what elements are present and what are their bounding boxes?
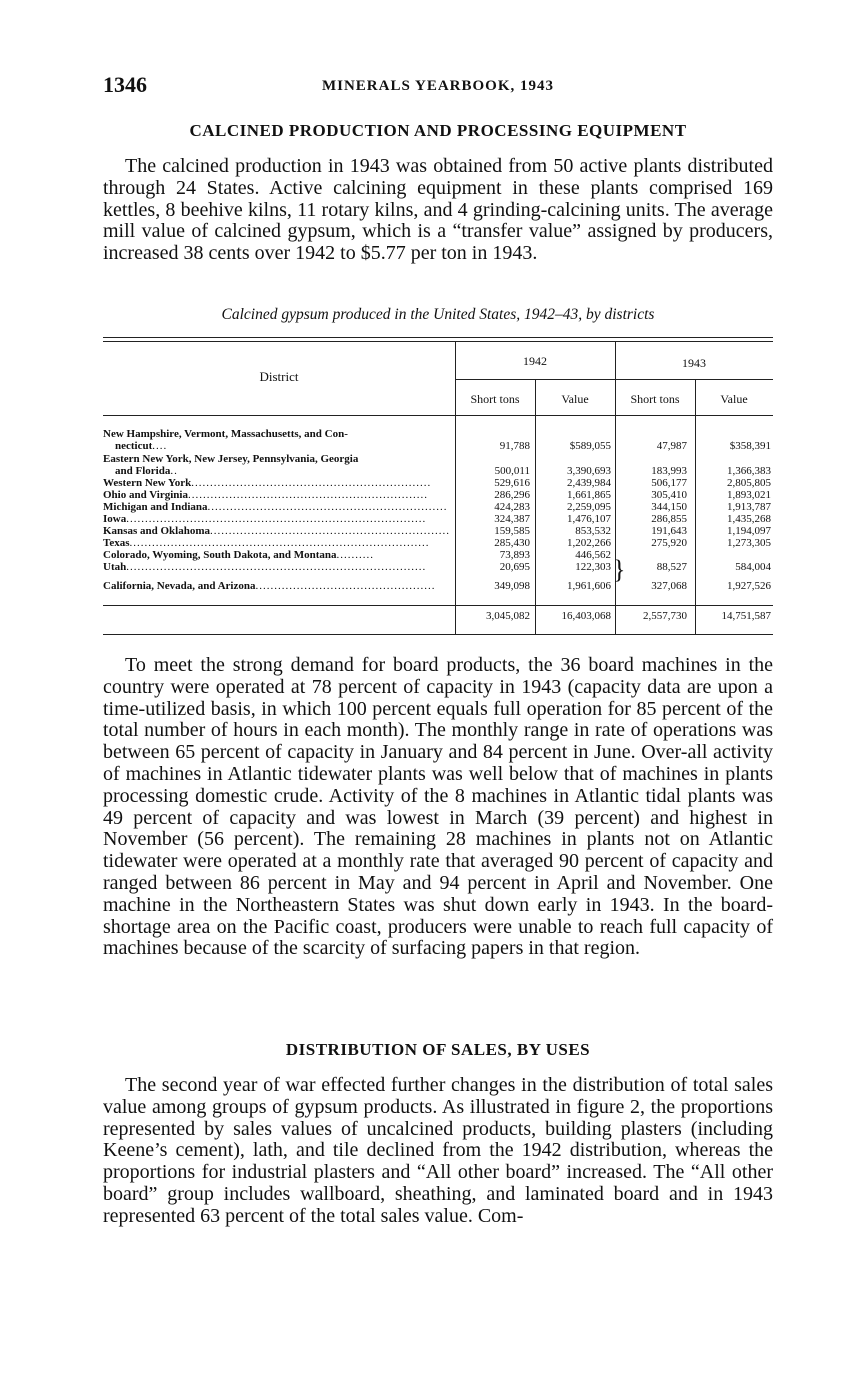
cell-short-tons-1942: 73,893 — [499, 549, 530, 561]
cell-short-tons-1943-combined: 88,527 — [656, 561, 687, 573]
table-row: Ohio and Virginia................................................................ 286,296 1,661,865 305,410 1,893,021 — [103, 489, 771, 501]
cell-short-tons-1943: 344,150 — [651, 501, 687, 513]
cell-value-1942: 853,532 — [575, 525, 611, 537]
cell-short-tons-1943: 183,993 — [651, 465, 687, 477]
combined-rows-brace: } — [613, 555, 626, 584]
cell-value-1943: 1,435,268 — [727, 513, 771, 525]
total-value-1943: 14,751,587 — [721, 610, 771, 622]
cell-value-1943: 1,273,305 — [727, 537, 771, 549]
cell-value-1943: 1,913,787 — [727, 501, 771, 513]
row-district: Iowa — [103, 513, 127, 525]
row-district-cont: necticut — [115, 440, 153, 452]
cell-short-tons-1943: 506,177 — [651, 477, 687, 489]
cell-short-tons-1943: 275,920 — [651, 537, 687, 549]
cell-short-tons-1942: 324,387 — [494, 513, 530, 525]
distribution-paragraph: The second year of war effected further changes in the distribution of total sales value among groups of gypsum products. As illustrated in figure 2, the proportions represented by sales values of uncalcined products, building plasters (including Keene’s cement), lath, and tile declined from the 1942 distribution, whereas the proportions for industrial plasters and “All other board” increased. The “All other board” group includes wallboard, sheathing, and laminated board and in 1943 represented 63 percent of the total sales value. Com- — [103, 1074, 773, 1227]
cell-short-tons-1943: 286,855 — [651, 513, 687, 525]
cell-short-tons-1942: 20,695 — [499, 561, 530, 573]
cell-value-1942: 1,202,266 — [567, 537, 611, 549]
table-row — [103, 453, 773, 465]
header-short-tons-1943: Short tons — [630, 392, 680, 406]
cell-short-tons-1943: 327,068 — [651, 580, 687, 592]
cell-short-tons-1942: 424,283 — [494, 501, 530, 513]
table-row: Utah................................................................................ 20,695 122,303 — [103, 561, 611, 573]
table-row — [103, 428, 773, 440]
districts-table — [103, 337, 773, 637]
page-number: 1346 — [103, 72, 147, 97]
cell-value-1942: 1,961,606 — [567, 580, 611, 592]
header-short-tons-1942: Short tons — [470, 392, 520, 406]
header-value-1942: Value — [561, 392, 589, 406]
header-year-1943: 1943 — [682, 356, 706, 370]
cell-value-1942: 2,259,095 — [567, 501, 611, 513]
row-district: Texas — [103, 537, 130, 549]
table-row: Texas................................................................................ 285,430 1,202,266 275,920 1,273,305 — [103, 537, 771, 549]
row-district: Michigan and Indiana — [103, 501, 208, 513]
row-district: New Hampshire, Vermont, Massachusetts, and Con- — [103, 428, 348, 440]
table-row: Michigan and Indiana................................................................ 424,283 2,259,095 344,150 1,913,787 — [103, 501, 771, 513]
cell-value-1943-combined: 584,004 — [735, 561, 771, 573]
cell-value-1942: $589,055 — [569, 440, 611, 452]
cell-short-tons-1942: 91,788 — [499, 440, 530, 452]
running-head: MINERALS YEARBOOK, 1943 — [321, 78, 555, 94]
section-heading-distribution: DISTRIBUTION OF SALES, BY USES — [285, 1040, 591, 1059]
row-district: Western New York — [103, 477, 192, 489]
table-row: Western New York................................................................ 529,616 2,439,984 506,177 2,805,805 — [103, 477, 771, 489]
row-district: Kansas and Oklahoma — [103, 525, 210, 537]
row-district: Utah — [103, 561, 127, 573]
total-short-tons-1942: 3,045,082 — [486, 610, 530, 622]
row-district-cont: and Florida — [115, 465, 171, 477]
section-heading-calcined: CALCINED PRODUCTION AND PROCESSING EQUIPMENT — [189, 121, 687, 140]
cell-value-1942: 3,390,693 — [567, 465, 611, 477]
total-value-1942: 16,403,068 — [561, 610, 611, 622]
cell-value-1942: 1,661,865 — [567, 489, 611, 501]
cell-value-1943: $358,391 — [729, 440, 771, 452]
cell-value-1943: 1,893,021 — [727, 489, 771, 501]
table-row: Iowa................................................................................ 324,387 1,476,107 286,855 1,435,268 — [103, 513, 771, 525]
cell-short-tons-1942: 349,098 — [494, 580, 530, 592]
cell-value-1943: 1,194,097 — [727, 525, 771, 537]
cell-short-tons-1943: 191,643 — [651, 525, 687, 537]
table-row-continuation: necticut.... 91,788 $589,055 47,987 $358,391 — [115, 440, 771, 452]
combined-row-1943 — [103, 561, 773, 573]
calcined-paragraph: The calcined production in 1943 was obtained from 50 active plants distributed through 24 States. Active calcining equipment in these plants comprised 169 kettles, 8 beehive kilns, 11 rotary kilns, and 4 grinding-calcining units. The average mill value of calcined gypsum, which is a “transfer value” assigned by producers, increased 38 cents over 1942 to $5.77 per ton in 1943. — [103, 155, 773, 265]
cell-value-1943: 2,805,805 — [727, 477, 771, 489]
cell-value-1942: 446,562 — [575, 549, 611, 561]
cell-short-tons-1942: 159,585 — [494, 525, 530, 537]
row-district: Colorado, Wyoming, South Dakota, and Montana — [103, 549, 337, 561]
table-title: Calcined gypsum produced in the United States, 1942–43, by districts — [221, 306, 655, 323]
cell-short-tons-1943: 47,987 — [656, 440, 687, 452]
cell-value-1942: 1,476,107 — [567, 513, 611, 525]
cell-short-tons-1942: 286,296 — [494, 489, 530, 501]
cell-short-tons-1942: 500,011 — [494, 465, 530, 477]
cell-short-tons-1942: 285,430 — [494, 537, 530, 549]
board-machines-paragraph: To meet the strong demand for board products, the 36 board machines in the country were operated at 78 percent of capacity in 1943 (capacity data are upon a time-utilized basis, in which 100 percent equals full operation for 85 percent of the total number of hours in each month). The monthly range in rate of operations was between 65 percent of capacity in January and 84 percent in June. Over-all activity of machines in Atlantic tidewater plants was well below that of machines in plants processing domestic crude. Activity of the 8 machines in Atlantic tidal plants was 49 percent of capacity and was lowest in March (39 percent) and highest in November (56 percent). The remaining 28 machines in plants not on Atlantic tidewater were operated at a monthly rate that averaged 90 percent of capacity and ranged between 86 percent in May and 94 percent in April and November. One machine in the Northeastern States was shut down early in 1943. In the board-shortage area on the Pacific coast, producers were unable to reach full capacity of machines because of the scarcity of surfacing papers in that region. — [103, 654, 773, 960]
page-header — [103, 72, 773, 102]
table-row: Kansas and Oklahoma................................................................ 159,585 853,532 191,643 1,194,097 — [103, 525, 771, 537]
row-district: Ohio and Virginia — [103, 489, 188, 501]
cell-value-1942: 122,303 — [575, 561, 611, 573]
header-value-1943: Value — [720, 392, 748, 406]
cell-value-1942: 2,439,984 — [567, 477, 611, 489]
cell-value-1943: 1,366,383 — [727, 465, 771, 477]
row-district: Eastern New York, New Jersey, Pennsylvania, Georgia — [103, 453, 359, 465]
cell-value-1943: 1,927,526 — [727, 580, 771, 592]
table-row: Colorado, Wyoming, South Dakota, and Montana.......... 73,893 446,562 — [103, 549, 611, 561]
total-short-tons-1943: 2,557,730 — [643, 610, 687, 622]
table-row-continuation: and Florida.. 500,011 3,390,693 183,993 1,366,383 — [115, 465, 771, 477]
table-row: California, Nevada, and Arizona................................................ 349,098 1,961,606 327,068 1,927,526 — [103, 580, 771, 592]
cell-short-tons-1943: 305,410 — [651, 489, 687, 501]
header-year-1942: 1942 — [523, 354, 547, 368]
row-district: California, Nevada, and Arizona — [103, 580, 256, 592]
cell-short-tons-1942: 529,616 — [494, 477, 530, 489]
header-district: District — [259, 369, 299, 384]
